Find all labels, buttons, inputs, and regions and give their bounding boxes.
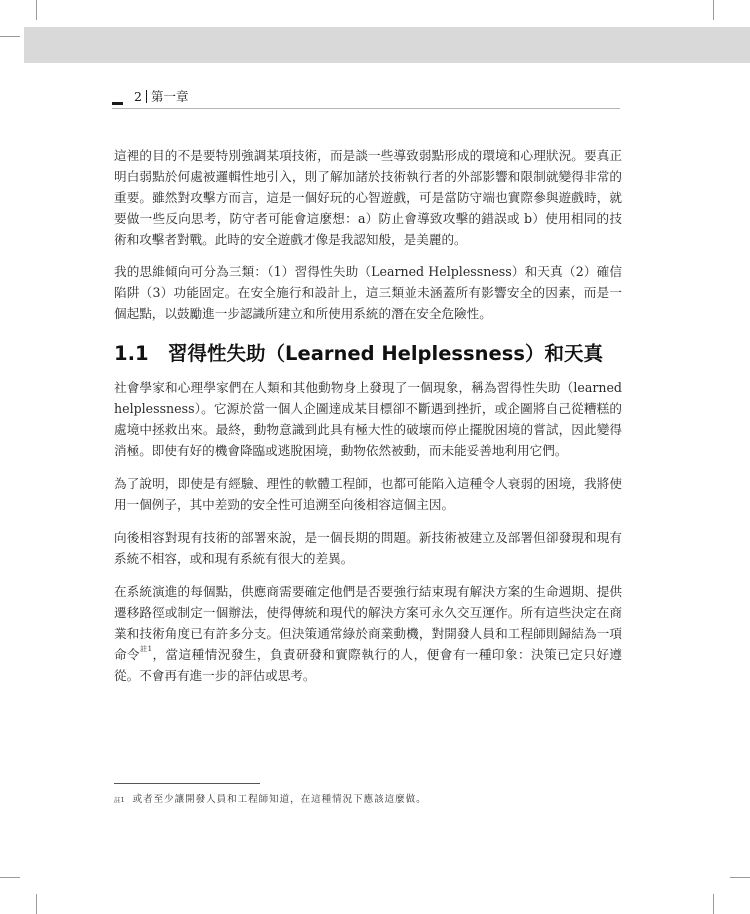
intro-text (114, 145, 622, 336)
crop-mark (713, 894, 714, 914)
footnote (114, 793, 614, 807)
section-text (114, 377, 622, 698)
paragraph-text: ，當這種情況發生，負責研發和實際執行的人，便會有一種印象：決策已定只好遵從。不會再有進一步的評估或思考。 (114, 647, 622, 683)
crop-mark (36, 894, 37, 914)
paragraph: 這裡的目的不是要特別強調某項技術，而是談一些導致弱點形成的環境和心理狀況。要真正明白弱點於何處被邏輯性地引入，則了解加諸於技術執行者的外部影響和限制就變得非常的重要。雖然對攻擊方而言，這是一個好玩的心智遊戲，可是當防守端也實際參與遊戲時，就要做一些反向思考，防守者可能會這麼想：a）防止會導致攻擊的錯誤或 b）使用相同的技術和攻擊者對戰。此時的安全遊戲才像是我認知般，是美麗的。 (114, 148, 622, 247)
paragraph (114, 581, 622, 686)
crop-mark (730, 877, 750, 878)
footnote-mark: 註1 (114, 796, 125, 804)
paragraph: 社會學家和心理學家們在人類和其他動物身上發現了一個現象，稱為習得性失助（learned helplessness）。它源於當一個人企圖達成某目標卻不斷遇到挫折，或企圖將自己從糟糕的處境中拯救出來。最終，動物意識到此具有極大性的破壞而停止擺脫困境的嘗試，因此變得消極。即使有好的機會降臨或逃脫困境，動物依然被動，而未能妥善地利用它們。 (114, 380, 622, 458)
page-number: 2 (134, 89, 142, 104)
header-text (134, 88, 188, 106)
crop-mark (36, 0, 37, 20)
top-gray-band (24, 27, 750, 63)
paragraph: 向後相容對現有技術的部署來說，是一個長期的問題。新技術被建立及部署但卻發現和現有系統不相容，或和現有系統有很大的差異。 (114, 530, 622, 566)
running-header (112, 88, 620, 109)
paragraph: 為了說明，即使是有經驗、理性的軟體工程師，也都可能陷入這種令人衰弱的困境，我將使用一個例子，其中差勁的安全性可追溯至向後相容這個主因。 (114, 476, 622, 512)
footnote-reference[interactable]: 註1 (140, 645, 153, 653)
header-separator (146, 90, 147, 103)
footnote-text: 或者至少讓開發人員和工程師知道，在這種情況下應該這麼做。 (132, 794, 427, 805)
crop-mark (0, 877, 20, 878)
section-heading: 1.1 習得性失助（Learned Helplessness）和天真 (114, 342, 603, 365)
crop-mark (0, 36, 20, 37)
chapter-label: 第一章 (150, 89, 189, 104)
crop-mark (713, 0, 714, 20)
paragraph: 我的思維傾向可分為三類：（1）習得性失助（Learned Helplessness）和天真（2）確信陷阱（3）功能固定。在安全施行和設計上，這三類並未涵蓋所有影響安全的因素，而是一個起點，以鼓勵進一步認識所建立和所使用系統的潛在安全危險性。 (114, 264, 622, 321)
header-marker (112, 102, 123, 105)
footnote-divider (114, 783, 260, 784)
paragraph-text: 在系統演進的每個點，供應商需要確定他們是否要強行結束現有解決方案的生命週期、提供遷移路徑或制定一個辦法，使得傳統和現代的解決方案可永久交互運作。所有這些決定在商業和技術角度已有許多分支。但決策通常綠於商業動機，對開發人員和工程師則歸結為一項命令 (114, 584, 622, 662)
